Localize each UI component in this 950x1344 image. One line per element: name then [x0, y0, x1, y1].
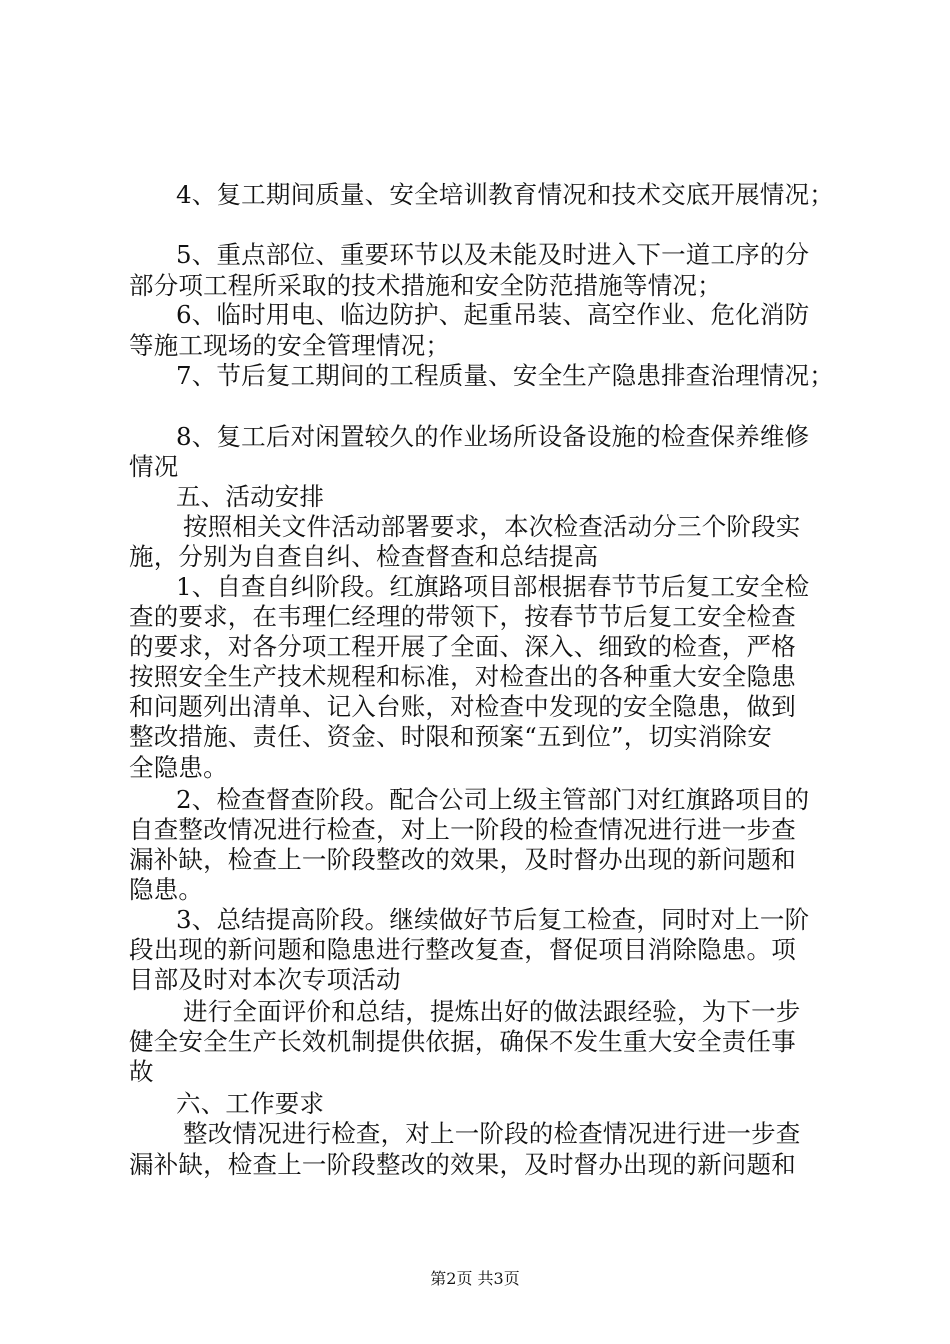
- text-line: 漏补缺，检查上一阶段整改的效果，及时督办出现的新问题和: [129, 1150, 796, 1179]
- text-line: 进行全面评价和总结，提炼出好的做法跟经验，为下一步: [183, 997, 801, 1026]
- text-line: 段出现的新问题和隐患进行整改复查，督促项目消除隐患。项: [129, 935, 796, 964]
- text-line: 健全安全生产长效机制提供依据，确保不发生重大安全责任事: [129, 1027, 796, 1056]
- text-line: 漏补缺，检查上一阶段整改的效果，及时督办出现的新问题和: [129, 845, 796, 874]
- text-line: 全隐患。: [129, 753, 228, 782]
- text-line: 1、自查自纠阶段。红旗路项目部根据春节节后复工安全检: [176, 572, 810, 601]
- text-line: 7、节后复工期间的工程质量、安全生产隐患排查治理情况；: [176, 361, 834, 390]
- text-line: 和问题列出清单、记入台账，对检查中发现的安全隐患，做到: [129, 692, 796, 721]
- section-heading: 六、工作要求: [176, 1089, 325, 1118]
- text-line: 2、检查督查阶段。配合公司上级主管部门对红旗路项目的: [176, 785, 810, 814]
- text-line: 情况: [129, 452, 179, 481]
- text-line: 按照相关文件活动部署要求，本次检查活动分三个阶段实: [183, 512, 801, 541]
- text-line: 的要求，对各分项工程开展了全面、深入、细致的检查，严格: [129, 632, 796, 661]
- text-line: 4、复工期间质量、安全培训教育情况和技术交底开展情况；: [176, 180, 834, 209]
- text-line: 3、总结提高阶段。继续做好节后复工检查，同时对上一阶: [176, 905, 810, 934]
- text-line: 目部及时对本次专项活动: [129, 965, 401, 994]
- page-footer: 第2页 共3页: [430, 1269, 520, 1288]
- text-line: 按照安全生产技术规程和标准，对检查出的各种重大安全隐患: [129, 662, 796, 691]
- text-line: 部分项工程所采取的技术措施和安全防范措施等情况；: [129, 271, 722, 300]
- text-line: 自查整改情况进行检查，对上一阶段的检查情况进行进一步查: [129, 815, 796, 844]
- section-heading: 五、活动安排: [176, 482, 325, 511]
- text-line: 整改情况进行检查，对上一阶段的检查情况进行进一步查: [183, 1119, 801, 1148]
- text-line: 5、重点部位、重要环节以及未能及时进入下一道工序的分: [176, 240, 810, 269]
- text-line: 6、临时用电、临边防护、起重吊装、高空作业、危化消防: [176, 300, 810, 329]
- text-line: 8、复工后对闲置较久的作业场所设备设施的检查保养维修: [176, 422, 810, 451]
- text-line: 故: [129, 1057, 154, 1086]
- text-line: 查的要求，在韦理仁经理的带领下，按春节节后复工安全检查: [129, 602, 796, 631]
- text-line: 等施工现场的安全管理情况；: [129, 331, 451, 360]
- text-line: 隐患。: [129, 875, 204, 904]
- text-line: 施，分别为自查自纠、检查督查和总结提高: [129, 542, 599, 571]
- text-line: 整改措施、责任、资金、时限和预案“五到位”，切实消除安: [129, 722, 772, 751]
